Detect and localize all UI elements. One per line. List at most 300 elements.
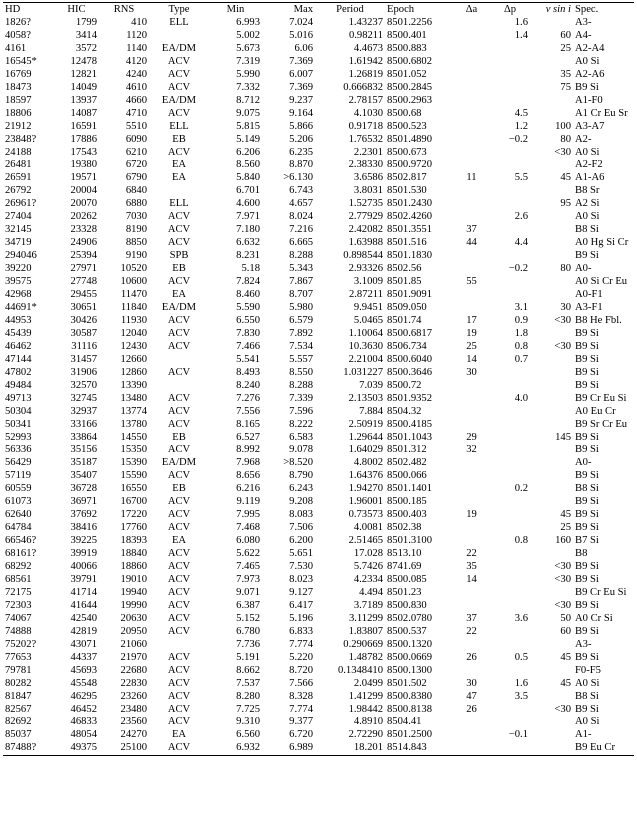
cell-hd: 85037 — [5, 729, 32, 741]
cell-hic: 48054 — [70, 729, 97, 741]
cell-max: 5.557 — [289, 353, 313, 365]
cell-hic: 39919 — [70, 548, 97, 560]
cell-delta-p — [490, 289, 530, 302]
cell-hd: 39575 — [5, 276, 32, 288]
cell-epoch: 8501.1830 — [387, 250, 433, 262]
cell-vsini — [530, 419, 573, 432]
cell-min: 6.216 — [236, 483, 260, 495]
table-row — [3, 522, 634, 535]
cell-hd: 32145 — [5, 224, 32, 236]
cell-type: ACV — [167, 716, 191, 728]
cell-epoch: 8500.8380 — [387, 690, 433, 702]
cell-delta-a: 35 — [466, 561, 477, 573]
cell-rns: 4660 — [125, 94, 147, 106]
cell-min: 8.231 — [236, 250, 260, 262]
cell-hic: 40066 — [70, 561, 97, 573]
cell-vsini: <30 — [554, 561, 571, 573]
cell-delta-p — [490, 561, 530, 574]
cell-rns: 5510 — [125, 120, 147, 132]
cell-period: 7.884 — [359, 405, 383, 417]
cell-period: 0.666832 — [343, 81, 383, 93]
cell-min: 5.191 — [236, 651, 260, 663]
cell-period: 4.1030 — [353, 107, 383, 119]
cell-hic: 3414 — [75, 29, 97, 41]
cell-epoch: 8500.401 — [387, 29, 427, 41]
cell-epoch: 8501.052 — [387, 68, 427, 80]
cell-hic: 3572 — [75, 42, 97, 54]
cell-epoch: 8500.537 — [387, 625, 427, 637]
cell-type: ACV — [167, 211, 191, 223]
cell-period: 2.0499 — [353, 677, 383, 689]
table-row — [3, 82, 634, 95]
table-row — [3, 276, 634, 289]
table-row — [3, 354, 634, 367]
cell-epoch: 8501.3551 — [387, 224, 433, 236]
cell-spec: A2-A4 — [575, 42, 605, 54]
cell-delta-p — [490, 367, 530, 380]
cell-max: 5.980 — [289, 301, 313, 313]
cell-vsini: 80 — [560, 263, 571, 275]
cell-hic: 42540 — [70, 612, 97, 624]
cell-min: 9.075 — [236, 107, 260, 119]
cell-min: 6.780 — [236, 625, 260, 637]
cell-max: 8.707 — [289, 289, 313, 301]
cell-hic: 17543 — [70, 146, 97, 158]
cell-vsini: 30 — [560, 301, 571, 313]
cell-spec: A2- — [575, 133, 592, 145]
cell-min: 7.319 — [236, 55, 260, 67]
cell-hd: 26961? — [5, 198, 37, 210]
table-row — [3, 574, 634, 587]
cell-spec: B8 — [575, 548, 588, 560]
cell-spec: B9 Si — [575, 340, 599, 352]
cell-period: 4.494 — [359, 586, 383, 598]
cell-max: 9.078 — [289, 444, 313, 456]
cell-type: ELL — [169, 17, 189, 28]
header-row — [3, 3, 634, 17]
cell-max: 9.127 — [289, 586, 313, 598]
cell-period: 4.8002 — [353, 457, 383, 469]
cell-epoch: 8502.56 — [387, 263, 422, 275]
cell-delta-p — [490, 147, 530, 160]
col-header-min: Min — [226, 4, 245, 15]
cell-hic: 27748 — [70, 276, 97, 288]
cell-min: 5.18 — [241, 263, 260, 275]
cell-max: 5.651 — [289, 548, 313, 560]
cell-rns: 11840 — [120, 301, 147, 313]
cell-epoch: 8500.673 — [387, 146, 427, 158]
table-row — [3, 159, 634, 172]
cell-delta-p: 4.5 — [514, 107, 528, 119]
cell-epoch: 8502.38 — [387, 522, 422, 534]
cell-hic: 32937 — [70, 405, 97, 417]
cell-delta-a: 44 — [466, 237, 477, 249]
cell-type: ACV — [167, 496, 191, 508]
cell-delta-p — [490, 406, 530, 419]
cell-delta-a: 22 — [466, 625, 477, 637]
cell-vsini — [530, 742, 573, 755]
cell-spec: A0 Cr Si — [575, 612, 613, 624]
cell-min: 7.180 — [236, 224, 260, 236]
cell-period: 1.48782 — [348, 651, 383, 663]
cell-vsini — [530, 237, 573, 250]
cell-vsini: 60 — [560, 625, 571, 637]
cell-epoch: 8502.482 — [387, 457, 427, 469]
cell-vsini: 35 — [560, 68, 571, 80]
cell-vsini — [530, 250, 573, 263]
cell-spec: A0 Si — [575, 55, 600, 67]
cell-type: EA/DM — [161, 457, 197, 469]
cell-delta-a — [453, 496, 490, 509]
cell-delta-a: 25 — [466, 340, 477, 352]
cell-spec: A0 Si — [575, 211, 600, 223]
cell-min: 5.541 — [236, 353, 260, 365]
cell-rns: 19990 — [120, 599, 147, 611]
cell-rns: 9190 — [125, 250, 147, 262]
cell-hd: 61073 — [5, 496, 32, 508]
table-row — [3, 444, 634, 457]
cell-hd: 18597 — [5, 94, 32, 106]
cell-min: 5.622 — [236, 548, 260, 560]
cell-type: ACV — [167, 586, 191, 598]
cell-vsini — [530, 354, 573, 367]
cell-hd: 72175 — [5, 586, 32, 598]
cell-hd: 80282 — [5, 677, 32, 689]
cell-epoch: 8500.185 — [387, 496, 427, 508]
table-row — [3, 548, 634, 561]
cell-type: ACV — [167, 314, 191, 326]
table-row — [3, 665, 634, 678]
cell-vsini: <30 — [554, 599, 571, 611]
cell-vsini: 75 — [560, 81, 571, 93]
cell-vsini: 50 — [560, 612, 571, 624]
cell-hic: 31457 — [70, 353, 97, 365]
cell-delta-a — [453, 729, 490, 742]
cell-delta-p — [490, 574, 530, 587]
cell-delta-p — [490, 444, 530, 457]
cell-hic: 13937 — [70, 94, 97, 106]
cell-rns: 15350 — [120, 444, 147, 456]
cell-max: 6.583 — [289, 431, 313, 443]
cell-min: 7.971 — [236, 211, 260, 223]
cell-hd: 16769 — [5, 68, 32, 80]
cell-rns: 8190 — [125, 224, 147, 236]
cell-delta-a — [453, 147, 490, 160]
cell-type: EA — [171, 535, 187, 547]
cell-epoch: 8501.2256 — [387, 17, 433, 28]
cell-type: ACV — [167, 470, 191, 482]
cell-epoch: 8501.23 — [387, 586, 422, 598]
cell-vsini — [530, 665, 573, 678]
cell-delta-a: 37 — [466, 612, 477, 624]
cell-hic: 33864 — [70, 431, 97, 443]
cell-max: 7.506 — [289, 522, 313, 534]
cell-vsini — [530, 716, 573, 729]
cell-hic: 41714 — [70, 586, 97, 598]
cell-max: 8.550 — [289, 366, 313, 378]
cell-spec: A0 Si — [575, 146, 600, 158]
cell-period: 2.87211 — [348, 289, 383, 301]
cell-period: 1.43237 — [348, 17, 383, 28]
cell-spec: B9 Si — [575, 496, 599, 508]
cell-delta-a: 11 — [466, 172, 477, 184]
table-row — [3, 95, 634, 108]
cell-vsini: 45 — [560, 172, 571, 184]
cell-hic: 19380 — [70, 159, 97, 171]
cell-vsini — [530, 17, 573, 30]
cell-rns: 12660 — [120, 353, 147, 365]
cell-min: 9.119 — [236, 496, 260, 508]
cell-delta-a: 26 — [466, 703, 477, 715]
cell-min: 6.993 — [236, 17, 260, 28]
table-row — [3, 457, 634, 470]
cell-spec: A0- — [575, 263, 592, 275]
cell-type: ACV — [167, 405, 191, 417]
cell-delta-a — [453, 185, 490, 198]
cell-delta-a: 22 — [466, 548, 477, 560]
cell-delta-p — [490, 509, 530, 522]
cell-rns: 16700 — [120, 496, 147, 508]
cell-epoch: 8501.9352 — [387, 392, 433, 404]
cell-period: 3.7189 — [353, 599, 383, 611]
cell-hic: 41644 — [70, 599, 97, 611]
table-row — [3, 626, 634, 639]
cell-epoch: 8500.523 — [387, 120, 427, 132]
cell-delta-p — [490, 380, 530, 393]
cell-vsini — [530, 457, 573, 470]
col-header-hic: HIC — [67, 4, 86, 15]
cell-hd: 45439 — [5, 327, 32, 339]
cell-hic: 16591 — [70, 120, 97, 132]
cell-vsini: 45 — [560, 677, 571, 689]
table-row — [3, 600, 634, 613]
cell-delta-p — [490, 457, 530, 470]
cell-rns: 23480 — [120, 703, 147, 715]
cell-rns: 18860 — [120, 561, 147, 573]
cell-hic: 38416 — [70, 522, 97, 534]
cell-spec: A0 Si Cr Eu — [575, 276, 628, 288]
cell-min: 6.080 — [236, 535, 260, 547]
cell-period: 2.78157 — [348, 94, 383, 106]
cell-delta-p — [490, 56, 530, 69]
cell-hd: 49713 — [5, 392, 32, 404]
cell-rns: 13390 — [120, 379, 147, 391]
cell-epoch: 8506.734 — [387, 340, 427, 352]
cell-max: 6.200 — [289, 535, 313, 547]
table-row — [3, 108, 634, 121]
cell-epoch: 8501.2500 — [387, 729, 433, 741]
cell-period: 10.3630 — [348, 340, 383, 352]
cell-max: 6.989 — [289, 742, 313, 754]
cell-hic: 39225 — [70, 535, 97, 547]
cell-rns: 8850 — [125, 237, 147, 249]
cell-type: ACV — [167, 366, 191, 378]
cell-delta-p — [490, 522, 530, 535]
cell-hd: 68292 — [5, 561, 32, 573]
cell-epoch: 8501.502 — [387, 677, 427, 689]
cell-hd: 18473 — [5, 81, 32, 93]
cell-min: 5.149 — [236, 133, 260, 145]
cell-rns: 20630 — [120, 612, 147, 624]
cell-period: 2.13503 — [348, 392, 383, 404]
cell-min: 6.701 — [236, 185, 260, 197]
cell-period: 1.031227 — [343, 366, 383, 378]
cell-delta-a — [453, 263, 490, 276]
cell-period: 4.4673 — [353, 42, 383, 54]
cell-epoch: 8500.72 — [387, 379, 422, 391]
cell-delta-p — [490, 82, 530, 95]
cell-type: SPB — [169, 250, 189, 262]
cell-delta-a — [453, 108, 490, 121]
cell-hd: 34719 — [5, 237, 32, 249]
cell-period: 0.91718 — [348, 120, 383, 132]
cell-min: 7.736 — [236, 638, 260, 650]
cell-period: 1.10064 — [348, 327, 383, 339]
table-row — [3, 483, 634, 496]
cell-delta-p: 5.5 — [514, 172, 528, 184]
cell-max: 7.596 — [289, 405, 313, 417]
table-row — [3, 535, 634, 548]
cell-hic: 46833 — [70, 716, 97, 728]
cell-period: 3.1009 — [353, 276, 383, 288]
cell-hic: 17886 — [70, 133, 97, 145]
cell-rns: 6210 — [125, 146, 147, 158]
cell-spec: A2-F2 — [575, 159, 603, 171]
cell-vsini: <30 — [554, 146, 571, 158]
cell-period: 0.1348410 — [337, 664, 383, 676]
cell-hd: 21912 — [5, 120, 32, 132]
cell-rns: 4710 — [125, 107, 147, 119]
cell-hd: 18806 — [5, 107, 32, 119]
cell-hic: 24906 — [70, 237, 97, 249]
cell-type: EA — [171, 289, 187, 301]
cell-vsini — [530, 548, 573, 561]
cell-hic: 31116 — [71, 340, 97, 352]
cell-epoch: 8509.050 — [387, 301, 427, 313]
cell-max: 7.774 — [289, 703, 313, 715]
cell-epoch: 8500.68 — [387, 107, 422, 119]
cell-rns: 21970 — [120, 651, 147, 663]
cell-max: 8.023 — [289, 573, 313, 585]
cell-rns: 20950 — [120, 625, 147, 637]
cell-hd: 74067 — [5, 612, 32, 624]
cell-delta-p — [490, 69, 530, 82]
cell-delta-p — [490, 742, 530, 755]
cell-rns: 16550 — [120, 483, 147, 495]
cell-period: 0.290669 — [343, 638, 383, 650]
cell-max: 6.06 — [294, 42, 313, 54]
cell-spec: A0- — [575, 457, 592, 469]
cell-max: 5.866 — [289, 120, 313, 132]
col-header-spec: Spec. — [575, 4, 599, 15]
cell-vsini: <30 — [554, 340, 571, 352]
cell-hic: 35156 — [70, 444, 97, 456]
cell-hd: 39220 — [5, 263, 32, 275]
cell-delta-a: 32 — [466, 444, 477, 456]
cell-max: 5.206 — [289, 133, 313, 145]
cell-spec: B9 Si — [575, 599, 599, 611]
cell-type: EB — [172, 263, 186, 275]
cell-delta-a: 47 — [466, 690, 477, 702]
cell-type: ACV — [167, 107, 191, 119]
cell-spec: B9 Si — [575, 379, 599, 391]
cell-hd: 1826? — [5, 17, 31, 28]
cell-max: 5.016 — [289, 29, 313, 41]
cell-delta-p — [490, 704, 530, 717]
cell-type: ACV — [167, 327, 191, 339]
cell-type: ACV — [167, 146, 191, 158]
cell-min: 7.556 — [236, 405, 260, 417]
cell-min: 8.712 — [236, 94, 260, 106]
cell-hic: 30426 — [70, 314, 97, 326]
cell-min: 8.662 — [236, 664, 260, 676]
col-header-delta-p: Δp — [503, 4, 517, 15]
cell-hd: 82567 — [5, 703, 32, 715]
cell-spec: B9 Cr Eu Si — [575, 586, 627, 598]
cell-spec: B9 Si — [575, 625, 599, 637]
cell-epoch: 8501.4890 — [387, 133, 433, 145]
cell-rns: 6880 — [125, 198, 147, 210]
cell-type: ACV — [167, 612, 191, 624]
cell-hd: 47144 — [5, 353, 32, 365]
table-row — [3, 393, 634, 406]
cell-min: 7.830 — [236, 327, 260, 339]
cell-delta-a — [453, 742, 490, 755]
cell-rns: 23260 — [120, 690, 147, 702]
cell-spec: A3-A7 — [575, 120, 605, 132]
cell-min: 5.152 — [236, 612, 260, 624]
cell-hd: 46462 — [5, 340, 32, 352]
cell-period: 1.94270 — [348, 483, 383, 495]
cell-delta-p — [490, 419, 530, 432]
cell-max: 8.328 — [289, 690, 313, 702]
cell-delta-a — [453, 134, 490, 147]
cell-spec: A1-A6 — [575, 172, 605, 184]
cell-rns: 10520 — [120, 263, 147, 275]
cell-max: 5.196 — [289, 612, 313, 624]
cell-type: EA/DM — [161, 301, 197, 313]
table-row — [3, 56, 634, 69]
cell-type: ACV — [167, 522, 191, 534]
cell-epoch: 8500.066 — [387, 470, 427, 482]
cell-delta-p — [490, 224, 530, 237]
cell-delta-p: 2.6 — [514, 211, 528, 223]
cell-delta-p: 3.5 — [514, 690, 528, 702]
cell-rns: 12860 — [120, 366, 147, 378]
cell-vsini — [530, 95, 573, 108]
cell-delta-p: 0.8 — [514, 535, 528, 547]
cell-rns: 19010 — [120, 573, 147, 585]
cell-rns: 17760 — [120, 522, 147, 534]
cell-spec: B9 Si — [575, 703, 599, 715]
cell-hd: 68561 — [5, 573, 32, 585]
cell-type: ACV — [167, 664, 191, 676]
table-row — [3, 263, 634, 276]
cell-hd: 72303 — [5, 599, 32, 611]
cell-delta-a — [453, 457, 490, 470]
cell-hd: 75202? — [5, 638, 37, 650]
cell-delta-p: 1.8 — [514, 327, 528, 339]
cell-min: 9.071 — [236, 586, 260, 598]
cell-max: 5.220 — [289, 651, 313, 663]
cell-rns: 6090 — [125, 133, 147, 145]
cell-vsini — [530, 56, 573, 69]
cell-period: 4.0081 — [353, 522, 383, 534]
cell-delta-p — [490, 43, 530, 56]
cell-hd: 52993 — [5, 431, 32, 443]
cell-delta-p — [490, 665, 530, 678]
cell-period: 1.63988 — [348, 237, 383, 249]
